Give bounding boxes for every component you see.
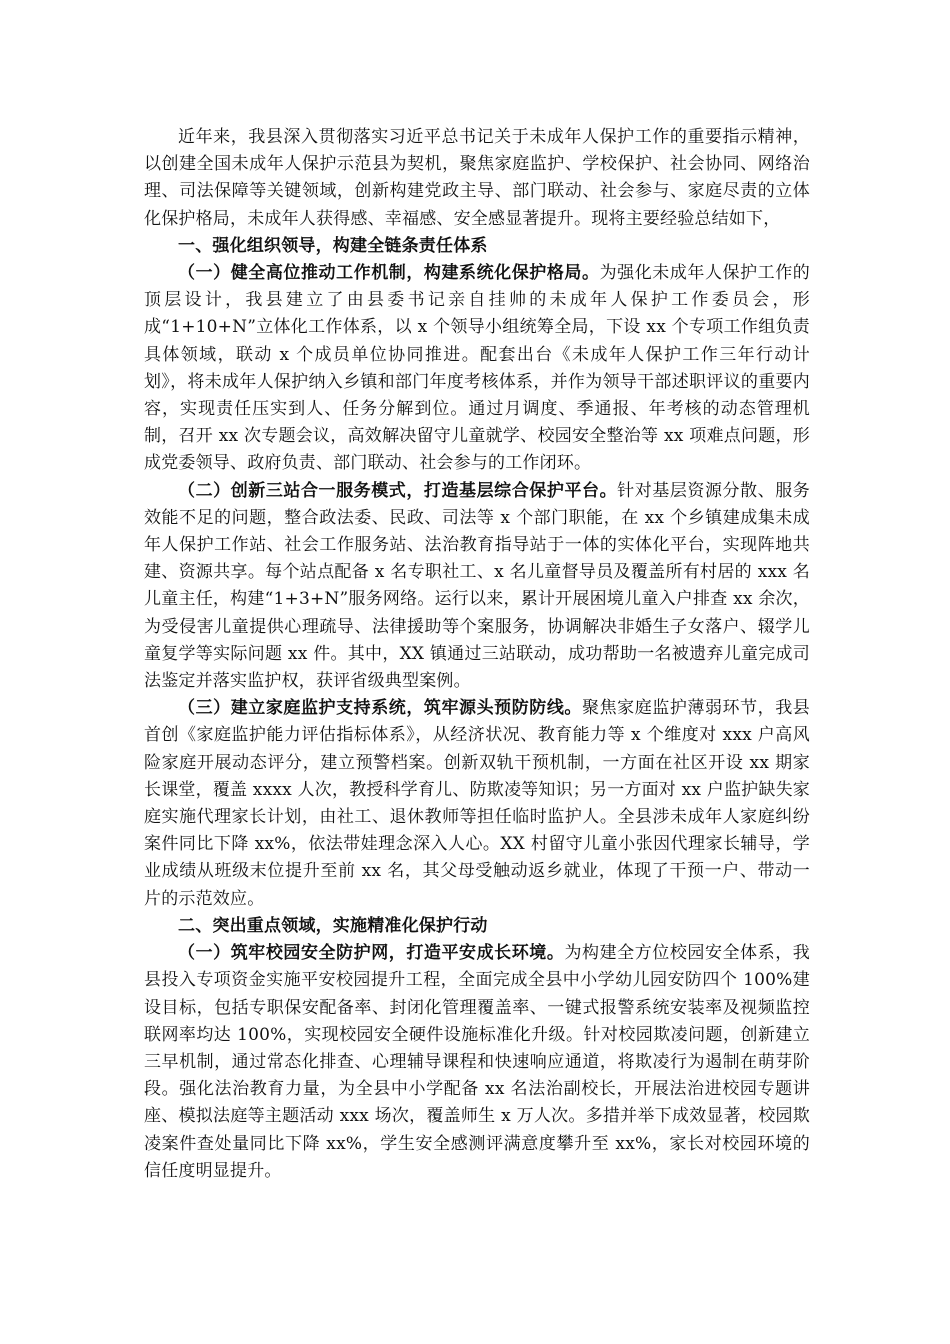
section-1-paragraph-1 bbox=[144, 260, 810, 478]
section-1-paragraph-3 bbox=[144, 695, 810, 913]
paragraph-body: 聚焦家庭监护薄弱环节，我县首创《家庭监护能力评估指标体系》，从经济状况、教育能力等 x 个维度对 xxx 户高风险家庭开展动态评分，建立预警档案。创新双轨干预机制，一方面在社区开设 xx 期家长课堂，覆盖 xxxx 人次，教授科学育儿、防欺凌等知识；另一方面对 xx 户监护缺失家庭实施代理家长计划，由社工、退休教师等担任临时监护人。全县涉未成年人家庭纠纷案件同比下降 xx%，依法带娃理念深入人心。XX 村留守儿童小张因代理家长辅导，学业成绩从班级末位提升至前 xx 名，其父母受触动返乡就业，体现了干预一户、带动一片的示范效应。 bbox=[144, 698, 810, 909]
document-body bbox=[144, 124, 810, 1185]
section-1-paragraph-2 bbox=[144, 478, 810, 696]
section-1-heading: 一、强化组织领导，构建全链条责任体系 bbox=[178, 235, 488, 256]
paragraph-body: 为强化未成年人保护工作的顶层设计，我县建立了由县委书记亲自挂帅的未成年人保护工作委员会，形成“1+10+N”立体化工作体系，以 x 个领导小组统筹全局，下设 xx 个专项工作组负责具体领域，联动 x 个成员单位协同推进。配套出台《未成年人保护工作三年行动计划》，将未成年人保护纳入乡镇和部门年度考核体系，并作为领导干部述职评议的重要内容，实现责任压实到人、任务分解到位。通过月调度、季通报、年考核的动态管理机制，召开 xx 次专题会议，高效解决留守儿童就学、校园安全整治等 xx 项难点问题，形成党委领导、政府负责、部门联动、社会参与的工作闭环。 bbox=[144, 263, 810, 474]
section-2-paragraph-1 bbox=[144, 940, 810, 1185]
section-2-heading: 二、突出重点领域，实施精准化保护行动 bbox=[178, 915, 488, 936]
intro-paragraph: 近年来，我县深入贯彻落实习近平总书记关于未成年人保护工作的重要指示精神，以创建全国未成年人保护示范县为契机，聚焦家庭监护、学校保护、社会协同、网络治理、司法保障等关键领域，创新构建党政主导、部门联动、社会参与、家庭尽责的立体化保护格局，未成年人获得感、幸福感、安全感显著提升。现将主要经验总结如下， bbox=[144, 127, 810, 229]
paragraph-body: 为构建全方位校园安全体系，我县投入专项资金实施平安校园提升工程，全面完成全县中小学幼儿园安防四个 100%建设目标，包括专职保安配备率、封闭化管理覆盖率、一键式报警系统安装率及视频监控联网率均达 100%，实现校园安全硬件设施标准化升级。针对校园欺凌问题，创新建立三早机制，通过常态化排查、心理辅导课程和快速响应通道，将欺凌行为遏制在萌芽阶段。强化法治教育力量，为全县中小学配备 xx 名法治副校长，开展法治进校园专题讲座、模拟法庭等主题活动 xxx 场次，覆盖师生 x 万人次。多措并举下成效显著，校园欺凌案件查处量同比下降 xx%，学生安全感测评满意度攀升至 xx%，家长对校园环境的信任度明显提升。 bbox=[144, 943, 810, 1181]
paragraph-lead: （二）创新三站合一服务模式，打造基层综合保护平台。 bbox=[178, 480, 618, 501]
paragraph-lead: （一）健全高位推动工作机制，构建系统化保护格局。 bbox=[178, 263, 600, 284]
paragraph-body: 针对基层资源分散、服务效能不足的问题，整合政法委、民政、司法等 x 个部门职能，在 xx 个乡镇建成集未成年人保护工作站、社会工作服务站、法治教育指导站于一体的实体化平台，实现阵地共建、资源共享。每个站点配备 x 名专职社工、x 名儿童督导员及覆盖所有村居的 xxx 名儿童主任，构建“1+3+N”服务网络。运行以来，累计开展困境儿童入户排查 xx 余次，为受侵害儿童提供心理疏导、法律援助等个案服务，协调解决非婚生子女落户、辍学儿童复学等实际问题 xx 件。其中，XX 镇通过三站联动，成功帮助一名被遗弃儿童完成司法鉴定并落实监护权，获评省级典型案例。 bbox=[144, 480, 810, 692]
paragraph-lead: （三）建立家庭监护支持系统，筑牢源头预防防线。 bbox=[178, 698, 582, 719]
paragraph-lead: （一）筑牢校园安全防护网，打造平安成长环境。 bbox=[178, 943, 565, 964]
